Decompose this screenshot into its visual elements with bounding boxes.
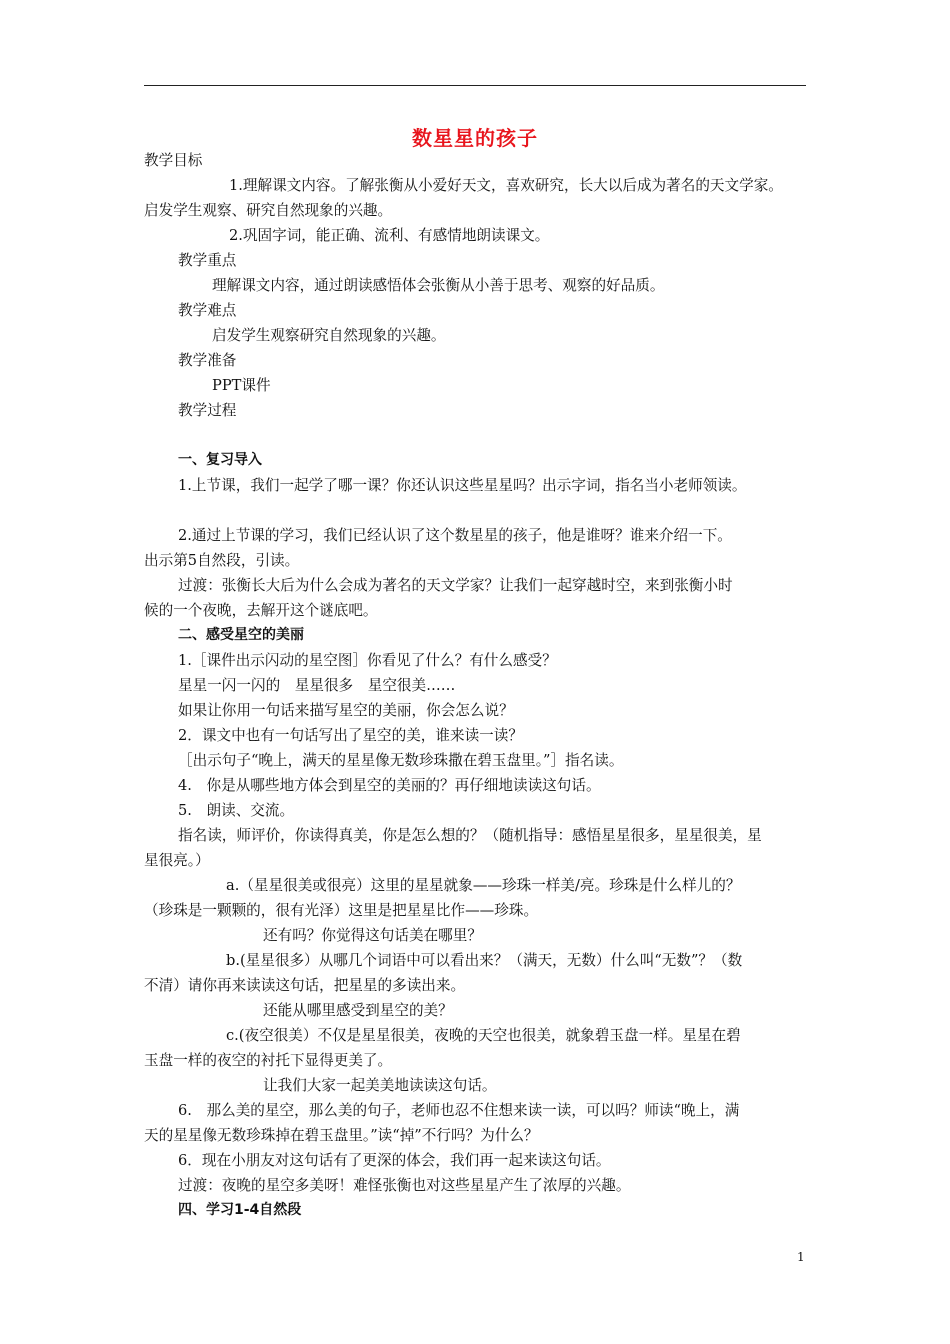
header-rule	[144, 85, 806, 86]
paragraph: 指名读，师评价，你读得真美，你是怎么想的？（随机指导：感悟星星很多，星星很美，星	[178, 827, 762, 844]
paragraph: a.（星星很美或很亮）这里的星星就象——珍珠一样美/亮。珍珠是什么样儿的？	[226, 877, 741, 894]
paragraph: 出示第5自然段，引读。	[144, 552, 300, 569]
section-heading-1: 一、复习导入	[178, 452, 262, 468]
heading-process: 教学过程	[178, 402, 237, 419]
paragraph: 2．课文中也有一句话写出了星空的美，谁来读一读？	[178, 727, 523, 744]
paragraph: b.(星星很多）从哪几个词语中可以看出来？（满天，无数）什么叫“无数”？（数	[226, 952, 743, 969]
paragraph: 启发学生观察研究自然现象的兴趣。	[212, 327, 446, 344]
paragraph: 启发学生观察、研究自然现象的兴趣。	[144, 202, 393, 219]
paragraph: 还能从哪里感受到星空的美？	[263, 1002, 453, 1019]
paragraph: 星很亮。）	[144, 852, 210, 869]
paragraph: 不清）请你再来读读这句话，把星星的多读出来。	[144, 977, 466, 994]
paragraph: 星星一闪一闪的 星星很多 星空很美……	[178, 677, 456, 694]
page-number: 1	[797, 1250, 805, 1264]
paragraph: 1.上节课，我们一起学了哪一课？你还认识这些星星吗？出示字词，指名当小老师领读。	[178, 477, 747, 494]
paragraph: ［出示句子“晚上，满天的星星像无数珍珠撒在碧玉盘里。”］指名读。	[178, 752, 624, 769]
section-heading-4: 四、学习1-4自然段	[178, 1202, 302, 1218]
paragraph: 2.巩固字词，能正确、流利、有感情地朗读课文。	[229, 227, 550, 244]
page-title: 数星星的孩子	[412, 126, 538, 150]
paragraph: 天的星星像无数珍珠掉在碧玉盘里。”读“掉”不行吗？为什么？	[144, 1127, 539, 1144]
paragraph: 5. 朗读、交流。	[178, 802, 295, 819]
heading-difficulties: 教学难点	[178, 302, 237, 319]
paragraph: 过渡：夜晚的星空多美呀！难怪张衡也对这些星星产生了浓厚的兴趣。	[178, 1177, 631, 1194]
paragraph: 过渡：张衡长大后为什么会成为著名的天文学家？让我们一起穿越时空，来到张衡小时	[178, 577, 733, 594]
heading-preparation: 教学准备	[178, 352, 237, 369]
paragraph: c.(夜空很美）不仅是星星很美，夜晚的天空也很美，就象碧玉盘一样。星星在碧	[226, 1027, 741, 1044]
paragraph: （珍珠是一颗颗的，很有光泽）这里是把星星比作——珍珠。	[144, 902, 539, 919]
paragraph: 1.［课件出示闪动的星空图］你看见了什么？有什么感受？	[178, 652, 557, 669]
paragraph: 还有吗？你觉得这句话美在哪里？	[263, 927, 482, 944]
paragraph: 6. 那么美的星空，那么美的句子，老师也忍不住想来读一读，可以吗？师读“晚上，满	[178, 1102, 740, 1119]
paragraph: 玉盘一样的夜空的衬托下显得更美了。	[144, 1052, 393, 1069]
paragraph: 让我们大家一起美美地读读这句话。	[263, 1077, 497, 1094]
paragraph: 如果让你用一句话来描写星空的美丽，你会怎么说？	[178, 702, 514, 719]
paragraph: 理解课文内容，通过朗读感悟体会张衡从小善于思考、观察的好品质。	[212, 277, 665, 294]
paragraph: 6．现在小朋友对这句话有了更深的体会，我们再一起来读这句话。	[178, 1152, 611, 1169]
paragraph: 1.理解课文内容。了解张衡从小爱好天文，喜欢研究，长大以后成为著名的天文学家。	[229, 177, 783, 194]
paragraph: 4. 你是从哪些地方体会到星空的美丽的？再仔细地读读这句话。	[178, 777, 601, 794]
heading-key-points: 教学重点	[178, 252, 237, 269]
section-heading-2: 二、感受星空的美丽	[178, 627, 304, 643]
document-body	[144, 148, 812, 1223]
paragraph: PPT课件	[212, 377, 271, 394]
paragraph: 2.通过上节课的学习，我们已经认识了这个数星星的孩子，他是谁呀？谁来介绍一下。	[178, 527, 732, 544]
paragraph: 候的一个夜晚，去解开这个谜底吧。	[144, 602, 378, 619]
heading-goals: 教学目标	[144, 152, 203, 169]
